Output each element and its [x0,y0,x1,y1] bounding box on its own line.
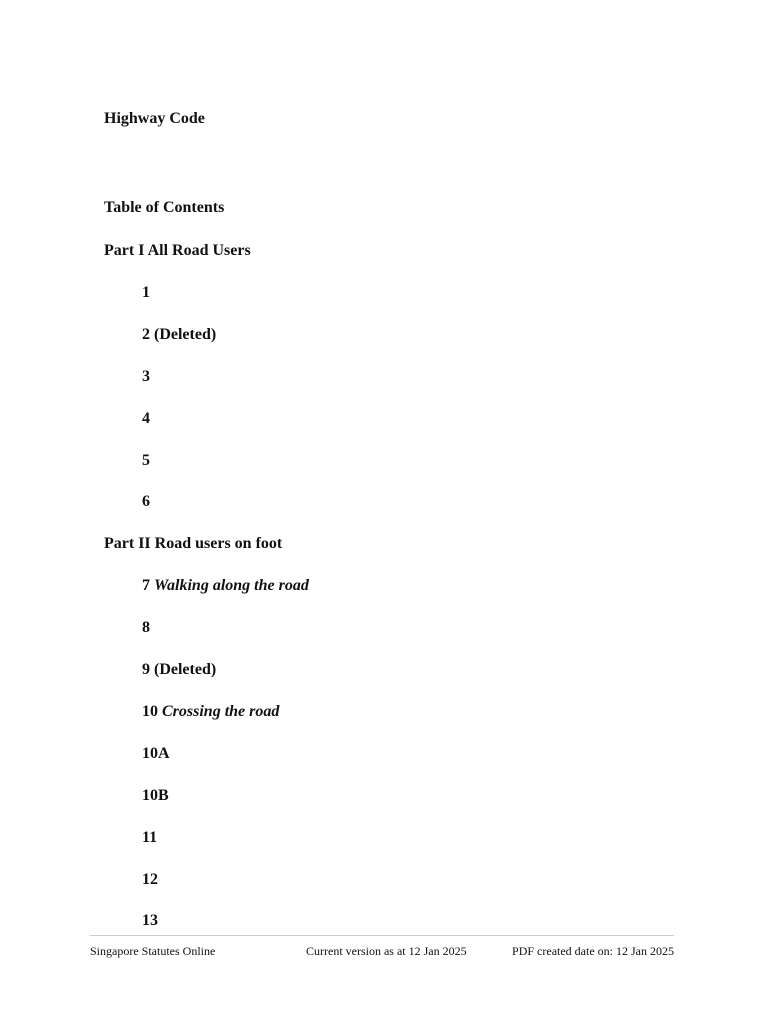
toc-section-number: 2 [142,325,150,343]
toc-section-entry[interactable] [142,492,150,512]
toc-section-number: 5 [142,451,150,469]
toc-section-title: (Deleted) [154,661,217,678]
toc-section-number: 13 [142,912,158,930]
toc-section-entry[interactable] [142,409,150,429]
toc-part-title: Road users on foot [154,535,283,553]
toc-section-entry[interactable] [142,702,279,722]
toc-section-entry[interactable] [142,367,150,387]
toc-section-title: Crossing the road [162,702,280,720]
toc-section-entry[interactable] [142,576,309,596]
toc-section-number: 10 [142,702,158,720]
toc-section-title: Walking along the road [154,577,309,595]
toc-section-number: 7 [142,577,150,595]
toc-section-entry[interactable] [142,911,158,931]
footer-created-date: PDF created date on: 12 Jan 2025 [512,944,674,958]
toc-part-entry[interactable] [104,534,282,554]
toc-section-number: 8 [142,619,150,637]
toc-part-title: All Road Users [147,242,251,259]
toc-section-entry[interactable] [142,618,150,638]
toc-heading: Table of Contents [104,199,225,216]
toc-section-entry[interactable] [142,828,157,848]
toc-section-entry[interactable] [142,786,169,806]
toc-section-entry[interactable] [142,660,216,680]
page-footer [90,944,674,960]
toc-section-entry[interactable] [142,283,150,303]
toc-section-number: 12 [142,870,158,888]
toc-section-number: 10A [142,744,170,762]
toc-section-entry[interactable] [142,870,158,890]
toc-section-number: 9 [142,661,150,678]
document-title: Highway Code [104,110,205,127]
footer-source: Singapore Statutes Online [90,944,216,958]
toc-part-entry[interactable] [104,241,251,261]
toc-section-number: 4 [142,409,150,427]
toc-part-number: Part I [104,242,145,259]
toc-section-number: 11 [142,828,158,846]
toc-section-number: 10B [142,786,169,804]
footer-version: Current version as at 12 Jan 2025 [306,944,467,958]
toc-section-entry[interactable] [142,325,216,345]
toc-section-title: (Deleted) [154,325,217,343]
toc-section-number: 1 [142,283,150,301]
toc-section-number: 6 [142,493,150,511]
toc-section-entry[interactable] [142,744,170,764]
toc-part-number: Part II [104,535,151,553]
footer-divider [90,935,674,936]
toc-section-entry[interactable] [142,451,150,471]
toc-section-number: 3 [142,367,150,385]
